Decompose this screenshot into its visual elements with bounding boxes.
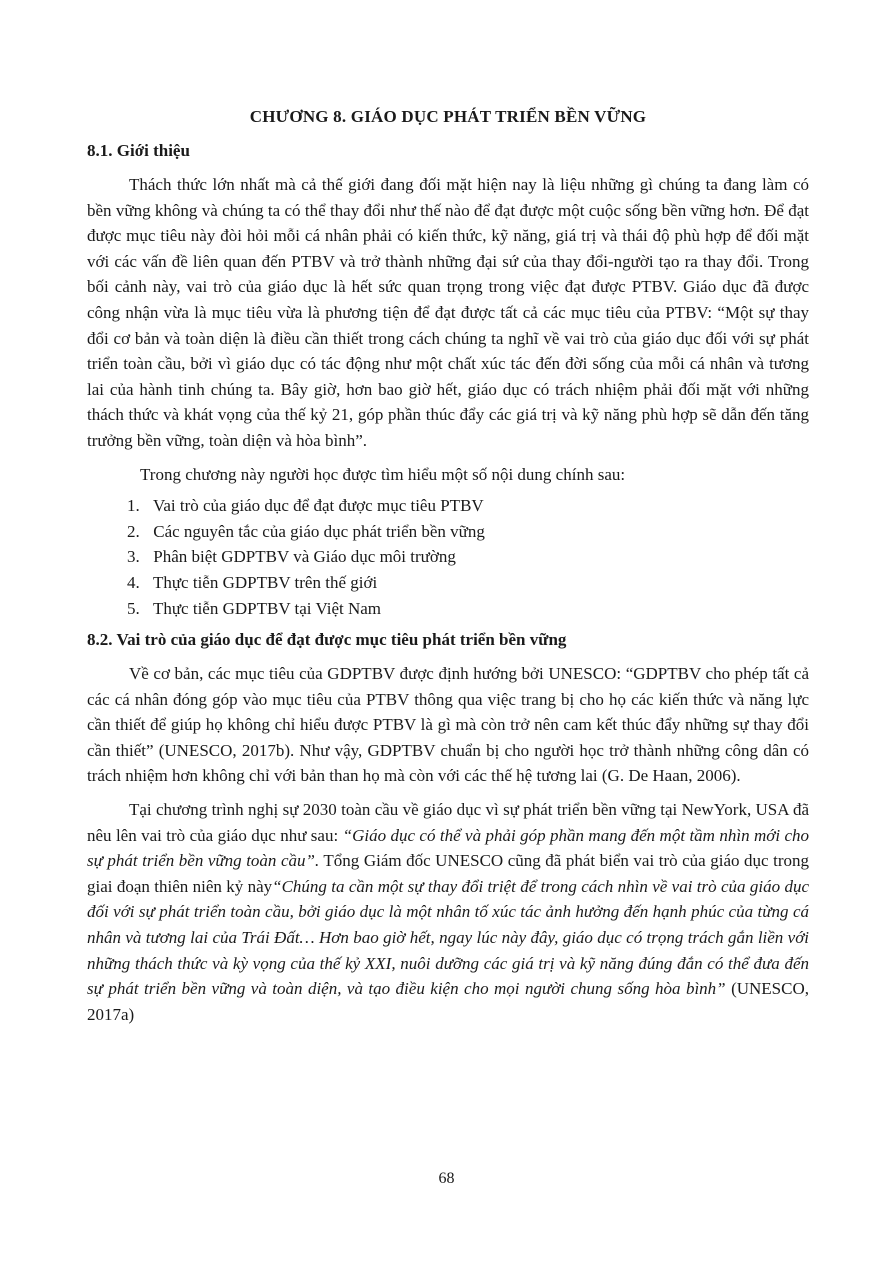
chapter-contents-list — [87, 493, 809, 621]
intro-paragraph: Thách thức lớn nhất mà cả thế giới đang đối mặt hiện nay là liệu những gì chúng ta đang làm có bền vững không và chúng ta có thể thay đổi như thế nào để đạt được một cuộc sống bền vững hơn. Để đạt được mục tiêu này đòi hỏi mỗi cá nhân phải có kiến thức, kỹ năng, giá trị và thái độ phù hợp để đối mặt với các vấn đề liên quan đến PTBV và trở thành những đại sứ của thay đổi-người tạo ra thay đổi. Trong bối cảnh này, vai trò của giáo dục là hết sức quan trọng trong việc đạt được PTBV. Giáo dục đã được công nhận vừa là mục tiêu vừa là phương tiện để đạt được tất cả các mục tiêu của PTBV: “Một sự thay đổi cơ bản và toàn diện là điều cần thiết trong cách chúng ta nghĩ về vai trò của giáo dục đối với sự phát triển toàn cầu, bởi vì giáo dục có tác động như một chất xúc tác đến đời sống của mỗi cá nhân và tương lai của hành tinh chúng ta. Bây giờ, hơn bao giờ hết, giáo dục có trách nhiệm phải đối mặt với những thách thức và khát vọng của thế kỷ 21, góp phần thúc đẩy các giá trị và kỹ năng phù hợp sẽ dẫn đến tăng trưởng bền vững, toàn diện và hòa bình”. — [87, 175, 809, 450]
body-paragraph: Về cơ bản, các mục tiêu của GDPTBV được định hướng bởi UNESCO: “GDPTBV cho phép tất cả các cá nhân đóng góp vào mục tiêu của PTBV thông qua việc trang bị cho họ các kiến thức và năng lực cần thiết để giúp họ không chỉ hiểu được PTBV là gì mà còn trở nên cam kết thúc đẩy những sự thay đổi cần thiết” (UNESCO, 2017b). Như vậy, GDPTBV chuẩn bị cho người học trở thành những công dân có trách nhiệm hơn không chỉ với bản than họ mà còn với các thế hệ tương lai (G. De Haan, 2006). — [87, 664, 809, 786]
document-page — [87, 104, 809, 1035]
chapter-contents-intro: Trong chương này người học được tìm hiểu một số nội dung chính sau: — [140, 464, 626, 484]
list-item: 5. Thực tiễn GDPTBV tại Việt Nam — [127, 598, 382, 618]
list-item: 1. Vai trò của giáo dục để đạt được mục tiêu PTBV — [127, 496, 484, 516]
section-heading-8-1: 8.1. Giới thiệu — [87, 141, 190, 160]
page-number: 68 — [438, 1170, 455, 1187]
italic-quote: “Giáo dục có thể và phải góp phần mang đến một tầm nhìn mới cho sự phát triển bền vững toàn cầu”. — [87, 825, 809, 871]
section-heading-8-2: 8.2. Vai trò của giáo dục để đạt được mục tiêu phát triển bền vững — [87, 630, 567, 650]
list-item: 4. Thực tiễn GDPTBV trên thế giới — [127, 572, 378, 592]
chapter-title: CHƯƠNG 8. GIÁO DỤC PHÁT TRIỂN BỀN VỮNG — [249, 107, 647, 126]
list-item: 2. Các nguyên tắc của giáo dục phát triển bền vững — [127, 521, 485, 541]
body-paragraph-quotes: Tại chương trình nghị sự 2030 toàn cầu về giáo dục vì sự phát triển bền vững tại NewYork, USA đã nêu lên vai trò của giáo dục như sau: “Giáo dục có thể và phải góp phần mang đến một tầm nhìn mới cho sự phát triển bền vững toàn cầu”. Tổng Giám đốc UNESCO cũng đã phát biển vai trò của giáo dục trong giai đoạn thiên niên kỷ này“Chúng ta cần một sự thay đổi triệt để trong cách nhìn về vai trò của giáo dục đối với sự phát triển toàn cầu, bởi giáo dục là một nhân tố xúc tác ảnh hưởng đến hạnh phúc của từng cá nhân và tương lai của Trái Đất… Hơn bao giờ hết, ngay lúc này đây, giáo dục có trọng trách gắn liền với những thách thức và kỳ vọng của thế kỷ XXI, nuôi dưỡng các giá trị và kỹ năng đúng đắn có thể đưa đến sự phát triển bền vững và toàn diện, và tạo điều kiện cho mọi người chung sống hòa bình” (UNESCO, 2017a) — [87, 800, 810, 1024]
list-item: 3. Phân biệt GDPTBV và Giáo dục môi trường — [127, 547, 456, 567]
italic-quote: “Chúng ta cần một sự thay đổi triệt để trong cách nhìn về vai trò của giáo dục đối với sự phát triển toàn cầu, bởi giáo dục là một nhân tố xúc tác ảnh hưởng đến hạnh phúc của từng cá nhân và tương lai của Trái Đất… Hơn bao giờ hết, ngay lúc này đây, giáo dục có trọng trách gắn liền với những thách thức và kỳ vọng của thế kỷ XXI, nuôi dưỡng các giá trị và kỹ năng đúng đắn có thể đưa đến sự phát triển bền vững và toàn diện, và tạo điều kiện cho mọi người chung sống hòa bình” — [87, 876, 810, 999]
